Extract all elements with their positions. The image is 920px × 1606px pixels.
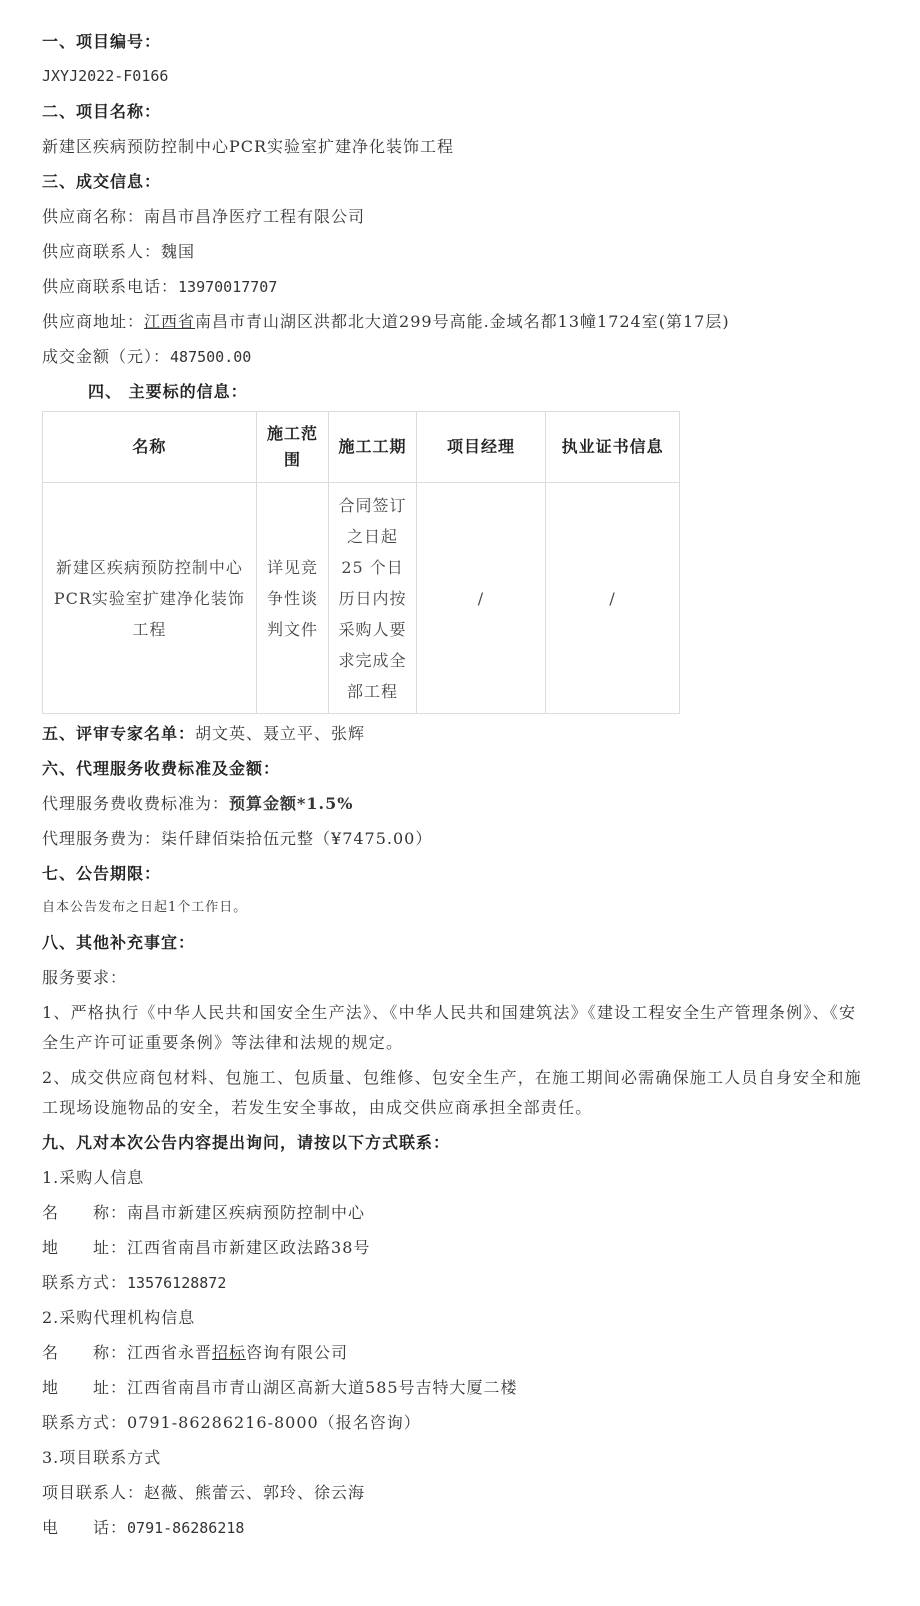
col-header-scope: 施工范围 (256, 412, 329, 483)
announcement-document (42, 24, 902, 1545)
experts-row (42, 716, 902, 751)
supplier-address: 南昌市青山湖区洪都北大道299号高能.金域名都13幢1724室(第17层) (195, 312, 730, 331)
supplier-contact-row (42, 234, 902, 269)
section-1-heading: 一、项目编号： (42, 32, 162, 51)
purchaser-contact-label: 联系方式： (42, 1273, 128, 1292)
purchaser-name: 南昌市新建区疾病预防控制中心 (127, 1203, 366, 1222)
cell-certificate: / (546, 483, 680, 714)
supplier-phone: 13970017707 (178, 278, 278, 296)
fee-amount-row (42, 821, 902, 856)
agency-name-part-a: 江西省永晋 (127, 1343, 213, 1362)
agency-address-row (42, 1370, 902, 1405)
section-9-heading: 九、凡对本次公告内容提出询问，请按以下方式联系： (42, 1133, 451, 1152)
notice-period: 自本公告发布之日起1个工作日。 (42, 900, 248, 915)
cell-name: 新建区疾病预防控制中心PCR实验室扩建净化装饰工程 (43, 483, 257, 714)
agency-address-label: 地 址： (42, 1378, 128, 1397)
section-8-heading: 八、其他补充事宜： (42, 933, 196, 952)
supplier-address-label: 供应商地址： (42, 312, 145, 331)
supplier-address-link[interactable]: 江西省 (144, 312, 196, 331)
agency-contact: 0791-86286216-8000（报名咨询） (127, 1413, 421, 1432)
fee-standard-label: 代理服务费收费标准为： (42, 794, 230, 813)
col-header-manager: 项目经理 (416, 412, 546, 483)
section-5-heading: 五、评审专家名单： (42, 724, 196, 743)
agency-info-title: 2.采购代理机构信息 (42, 1308, 196, 1327)
supplier-contact-label: 供应商联系人： (42, 242, 162, 261)
supplier-phone-label: 供应商联系电话： (42, 277, 179, 296)
requirement-item-2: 2、成交供应商包材料、包施工、包质量、包维修、包安全生产，在施工期间必需确保施工人员自身安全和施工现场设施物品的安全，若发生安全事故，由成交供应商承担全部责任。 (42, 1068, 862, 1117)
table-header-row (43, 412, 680, 483)
expert-names: 胡文英、聂立平、张辉 (195, 724, 366, 743)
section-3-heading: 三、成交信息： (42, 172, 162, 191)
agency-name-part-b: 咨询有限公司 (246, 1343, 349, 1362)
project-people-label: 项目联系人： (42, 1483, 145, 1502)
table-row (43, 483, 680, 714)
section-4-heading: 四、 主要标的信息： (88, 382, 248, 401)
supplier-name-row (42, 199, 902, 234)
purchaser-info-title: 1.采购人信息 (42, 1168, 145, 1187)
supplier-address-row (42, 304, 902, 339)
supplier-phone-row (42, 269, 902, 304)
agency-name-row (42, 1335, 902, 1370)
agency-address: 江西省南昌市青山湖区高新大道585号吉特大厦二楼 (127, 1378, 518, 1397)
agency-name-link[interactable]: 招标 (212, 1343, 247, 1362)
agency-contact-label: 联系方式： (42, 1413, 128, 1432)
purchaser-name-row (42, 1195, 902, 1230)
cell-scope: 详见竞争性谈判文件 (256, 483, 329, 714)
deal-amount: 487500.00 (170, 348, 252, 366)
cell-manager: / (416, 483, 546, 714)
purchaser-contact-row (42, 1265, 902, 1300)
supplier-name-label: 供应商名称： (42, 207, 145, 226)
project-contact-title: 3.项目联系方式 (42, 1448, 162, 1467)
purchaser-address-label: 地 址： (42, 1238, 128, 1257)
col-header-certificate: 执业证书信息 (546, 412, 680, 483)
project-number: JXYJ2022-F0166 (42, 67, 169, 85)
deal-amount-row (42, 339, 902, 374)
col-header-period: 施工工期 (329, 412, 416, 483)
purchaser-address: 江西省南昌市新建区政法路38号 (127, 1238, 371, 1257)
project-name: 新建区疾病预防控制中心PCR实验室扩建净化装饰工程 (42, 137, 455, 156)
project-phone-row (42, 1510, 902, 1545)
project-people: 赵薇、熊蕾云、郭玲、徐云海 (144, 1483, 366, 1502)
purchaser-address-row (42, 1230, 902, 1265)
section-7-heading: 七、公告期限： (42, 864, 162, 883)
project-phone: 0791-86286218 (127, 1519, 245, 1537)
supplier-name: 南昌市昌净医疗工程有限公司 (144, 207, 366, 226)
purchaser-contact: 13576128872 (127, 1274, 227, 1292)
purchaser-name-label: 名 称： (42, 1203, 128, 1222)
fee-amount-label: 代理服务费为： (42, 829, 162, 848)
cell-period: 合同签订之日起 25 个日历日内按采购人要求完成全部工程 (329, 483, 416, 714)
project-people-row (42, 1475, 902, 1510)
project-phone-label: 电 话： (42, 1518, 128, 1537)
agency-contact-row (42, 1405, 902, 1440)
section-2-heading: 二、项目名称： (42, 102, 162, 121)
agency-name-label: 名 称： (42, 1343, 128, 1362)
requirement-item-1: 1、严格执行《中华人民共和国安全生产法》、《中华人民共和国建筑法》《建设工程安全生产管理条例》、《安全生产许可证重要条例》等法律和法规的规定。 (42, 1003, 857, 1052)
col-header-name: 名称 (43, 412, 257, 483)
supplier-contact: 魏国 (161, 242, 196, 261)
fee-standard-row (42, 786, 902, 821)
deal-amount-label: 成交金额（元）： (42, 347, 171, 366)
fee-amount-value: 柒仟肆佰柒拾伍元整（¥7475.00） (161, 829, 433, 848)
service-requirements-label: 服务要求： (42, 968, 128, 987)
subject-info-table (42, 411, 680, 714)
section-6-heading: 六、代理服务收费标准及金额： (42, 759, 281, 778)
fee-standard-value: 预算金额*1.5% (229, 794, 354, 813)
